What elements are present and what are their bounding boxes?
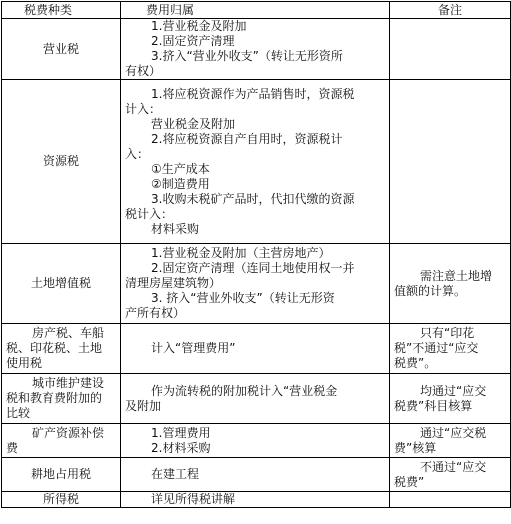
- expense-line: 1.营业税金及附加: [151, 19, 247, 33]
- header-expense-attribution: 费用归属: [121, 2, 390, 19]
- tax-name: 使用税: [6, 356, 43, 370]
- note-line: 需注意土地增: [420, 268, 493, 283]
- expense-line: 产所有权）: [125, 306, 186, 320]
- note-line: 均通过“应交: [420, 383, 487, 398]
- note-cell: [390, 80, 511, 244]
- expense-line: 计入：: [125, 101, 162, 116]
- tax-name: 营业税: [42, 41, 79, 56]
- expense-line: ①生产成本: [151, 161, 210, 176]
- expense-line: 1.将应税资源作为产品销售时，资源税: [151, 86, 355, 101]
- tax-name-cell: [2, 424, 121, 458]
- expense-cell: [121, 492, 390, 508]
- note-cell: [390, 458, 511, 492]
- table-row: [2, 19, 511, 80]
- note-cell: [390, 244, 511, 324]
- note-line: 费”核算: [394, 440, 437, 455]
- tax-name: 城市维护建设: [32, 376, 105, 390]
- expense-line: 2.固定资产清理（连同土地使用权一并: [151, 261, 355, 275]
- tax-name-cell: [2, 324, 121, 374]
- table-row: [2, 424, 511, 458]
- expense-line: 计入“管理费用”: [151, 341, 236, 355]
- tax-name: 税、印花税、土地: [6, 341, 103, 355]
- tax-name: 耕地占用税: [30, 467, 91, 481]
- note-line: 不通过“应交: [420, 459, 487, 474]
- tax-name-cell: [2, 80, 121, 244]
- expense-line: 材料采购: [151, 221, 200, 236]
- expense-cell: [121, 244, 390, 324]
- expense-line: 2.固定资产清理: [151, 34, 235, 48]
- tax-name: 土地增值税: [30, 276, 91, 290]
- expense-cell: [121, 424, 390, 458]
- note-line: 税费”。: [394, 356, 437, 370]
- expense-line: 营业税金及附加: [151, 116, 236, 131]
- expense-cell: [121, 458, 390, 492]
- expense-line: 1.管理费用: [151, 425, 211, 440]
- tax-name-cell: [2, 244, 121, 324]
- tax-name-cell: [2, 492, 121, 508]
- table-row: [2, 458, 511, 492]
- tax-name: 税和教育费附加的: [6, 391, 103, 405]
- note-line: 税”不通过“应交: [394, 341, 479, 355]
- tax-name: 资源税: [42, 154, 79, 168]
- table-row: [2, 374, 511, 424]
- expense-line: 税计入：: [125, 206, 174, 221]
- expense-line: 1.营业税金及附加（主营房地产）: [151, 246, 331, 260]
- note-cell: [390, 492, 511, 508]
- tax-name: 费: [6, 440, 19, 455]
- note-line: 只有“印花: [420, 326, 475, 340]
- note-cell: [390, 19, 511, 80]
- expense-line: 有权）: [125, 64, 162, 78]
- expense-line: 3.收购未税矿产品时，代扣代缴的资源: [151, 191, 355, 206]
- tax-name-cell: [2, 19, 121, 80]
- note-line: 税费”: [394, 474, 425, 489]
- expense-cell: [121, 324, 390, 374]
- header-row: [2, 2, 511, 19]
- expense-cell: [121, 374, 390, 424]
- expense-line: ②制造费用: [151, 176, 210, 191]
- expense-line: 3.挤入“营业外收支”（转让无形资所: [151, 49, 343, 63]
- table-row: [2, 324, 511, 374]
- expense-line: 及附加: [125, 398, 162, 413]
- table-row: [2, 80, 511, 244]
- note-cell: [390, 424, 511, 458]
- table-row: [2, 244, 511, 324]
- tax-name-cell: [2, 458, 121, 492]
- note-cell: [390, 374, 511, 424]
- tax-name: 矿产资源补偿: [32, 425, 105, 440]
- table-row: [2, 492, 511, 508]
- expense-cell: [121, 80, 390, 244]
- note-line: 通过“应交税: [420, 425, 487, 440]
- header-tax-type: 税费种类: [2, 2, 121, 19]
- tax-name: 所得税: [42, 492, 79, 506]
- expense-line: 在建工程: [151, 467, 200, 481]
- tax-name: 房产税、车船: [32, 326, 105, 340]
- expense-line: 2.将应税资源自产自用时，资源税计: [151, 131, 343, 146]
- expense-line: 作为流转税的附加税计入“营业税金: [151, 383, 338, 398]
- expense-line: 3. 挤入“营业外收支”（转让无形资: [151, 291, 335, 305]
- expense-line: 清理房屋建筑物）: [125, 276, 222, 290]
- expense-cell: [121, 19, 390, 80]
- expense-line: 入：: [125, 146, 150, 161]
- note-line: 税费”科目核算: [394, 398, 473, 413]
- note-cell: [390, 324, 511, 374]
- note-line: 值额的计算。: [394, 283, 467, 298]
- header-remarks: 备注: [390, 2, 511, 19]
- expense-line: 详见所得税讲解: [151, 492, 236, 506]
- tax-name-cell: [2, 374, 121, 424]
- tax-expense-table: [1, 1, 511, 508]
- expense-line: 2.材料采购: [151, 440, 211, 455]
- tax-name: 比较: [6, 406, 31, 420]
